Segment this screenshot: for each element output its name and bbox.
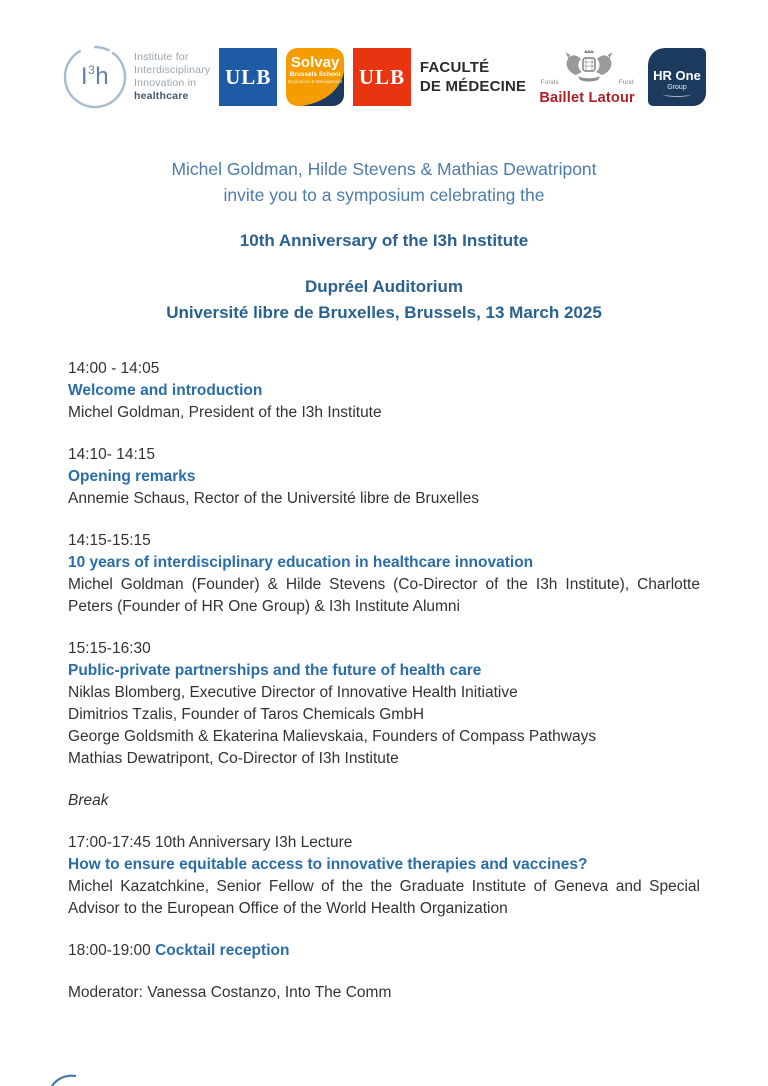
session-title: Opening remarks [68,468,196,485]
i3h-institute-logo [62,44,210,110]
ulb-red-logo [353,48,411,106]
session-time: 14:10- 14:15 [68,446,156,463]
heraldic-crest-icon [562,49,616,89]
i3h-text-healthcare: healthcare [134,90,189,102]
program-schedule [68,358,700,1004]
solvay-tagline: Economics & Management [288,79,342,84]
session-anniversary-lecture [68,832,700,920]
session-title: Public-private partnerships and the future of health care [68,662,482,679]
hrone-group-label: Group [667,84,687,91]
session-speaker: Annemie Schaus, Rector of the Université libre de Bruxelles [68,490,479,507]
moderator-line-block [68,982,700,1004]
session-time-and-name: 17:00-17:45 10th Anniversary I3h Lecture [68,834,353,851]
ulb-blue-label: ULB [225,64,272,89]
session-opening-remarks [68,444,700,510]
partner-logo-row [0,0,768,112]
baillet-latour-logo [535,49,639,106]
session-title: Welcome and introduction [68,382,263,399]
solvay-wordmark [286,55,344,85]
session-title: Cocktail reception [155,942,290,959]
faculte-de-medecine-wordmark [420,58,526,96]
event-venue: Dupréel Auditorium [304,277,464,296]
baillet-fonds-label: Fonds [540,78,559,86]
session-welcome [68,358,700,424]
moderator-line: Moderator: Vanessa Costanzo, Into The Comm [68,984,392,1001]
session-time: 15:15-16:30 [68,640,151,657]
session-speaker: Michel Goldman, President of the I3h Institute [68,404,382,421]
session-title: How to ensure equitable access to innovative therapies and vaccines? [68,856,588,873]
ulb-red-label: ULB [358,64,406,89]
faculte-line2: DE MÉDECINE [419,78,527,95]
session-speaker: Dimitrios Tzalis, Founder of Taros Chemicals GmbH [68,706,425,723]
session-speaker: Niklas Blomberg, Executive Director of Innovative Health Initiative [68,684,518,701]
i3h-monogram-h: h [95,63,110,90]
i3h-monogram-i: I [80,63,89,90]
hr-one-group-logo [648,48,706,106]
session-time: 14:00 - 14:05 [68,360,160,377]
invite-occasion-line: invite you to a symposium celebrating the [223,185,545,205]
corner-arc-decoration-icon [46,1072,86,1086]
i3h-circle-monogram-icon [62,44,128,110]
session-partnerships [68,638,700,770]
baillet-crest-row [541,49,634,89]
session-speaker: George Goldsmith & Ekaterina Malievskaia, Founders of Compass Pathways [68,728,597,745]
i3h-monogram: I $^3$ h [80,63,110,90]
solvay-name: Solvay [290,54,340,71]
session-speakers: Michel Goldman (Founder) & Hilde Stevens (Co-Director of the I3h Institute), Charlotte Peters (Founder of HR One Group) & I3h Institute Alumni [68,576,700,615]
i3h-logo-wordmark [134,51,210,103]
invitation-header [0,156,768,326]
session-cocktail [68,940,700,962]
solvay-school: Brussels School [289,71,341,78]
baillet-latour-name: Baillet Latour [539,89,635,106]
i3h-text-line2: Interdisciplinary [134,64,211,76]
invite-hosts-line: Michel Goldman, Hilde Stevens & Mathias Dewatripont [171,159,597,179]
hrone-arc-icon [663,92,691,97]
break-label: Break [68,792,109,809]
i3h-text-line1: Institute for [134,51,189,63]
faculte-line1: FACULTÉ [419,59,490,76]
solvay-brussels-school-logo [286,48,344,106]
baillet-fund-label: Fund [618,78,634,86]
session-title: 10 years of interdisciplinary education in healthcare innovation [68,554,534,571]
break-item [68,790,700,812]
session-time: 18:00-19:00 [68,942,151,959]
hrone-name: HR One [653,68,701,83]
session-time: 14:15-15:15 [68,532,151,549]
session-speaker: Mathias Dewatripont, Co-Director of I3h Institute [68,750,399,767]
event-location-date: Université libre de Bruxelles, Brussels, 13 March 2025 [166,303,602,322]
session-speaker: Michel Kazatchkine, Senior Fellow of the the Graduate Institute of Geneva and Special Advisor to the European Office of the World Health Organization [68,878,700,917]
ulb-blue-logo [219,48,277,106]
session-education [68,530,700,618]
i3h-text-line3: Innovation in [134,77,197,89]
event-title: 10th Anniversary of the I3h Institute [239,231,529,250]
